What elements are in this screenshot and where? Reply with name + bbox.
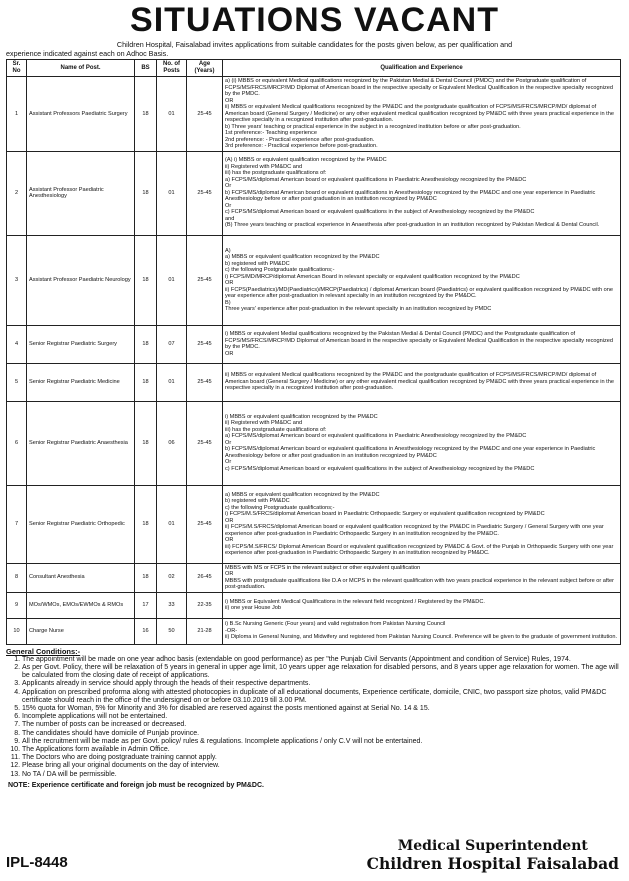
qualification-line: a) FCPS/MS/diplomat American board or equivalent qualifications in Paediatric Anesthesiology recognized by the PM&DC — [225, 176, 527, 183]
qualification-line: OR — [225, 280, 234, 286]
cell-no-of-posts: 01 — [157, 235, 187, 325]
cell-no-of-posts: 01 — [157, 77, 187, 152]
qualification-line: ii) MBBS or equivalent Medical qualifications recognized by the PM&DC and the postgraduate qualification of FCPS/MS/FRCS/MRCP/MD/ diplomat of American board (General Surgery / Medicine) or any other equivalent medical qualification recognized by PM&DC with three years practical experience in the respective specialty in a recognized institution after post-graduation. — [225, 372, 614, 392]
qualification-line: 2nd preference: - Practical experience after post-graduation. — [225, 136, 375, 143]
condition-item: 4. Application on prescribed proforma along with attested photocopies in duplicate of all educational documents, Experience certificate, domicile, CNIC, two passport size photos, valid PM&DC certificate should reach in the office of the undersigned on or before 03.10.2019 till 3.00 PM. — [22, 689, 623, 705]
qualification-line: b) registered with PM&DC — [225, 498, 290, 504]
header-sr-no: Sr. No — [7, 60, 27, 77]
qualification-line: A) — [225, 247, 231, 254]
qualification-line: ii) MBBS or equivalent Medical qualifications recognized by the PM&DC and the postgraduate qualification of FCPS/MS/FRCS/MRCP/MD/ diplomat of American board (General Surgery / Medicine) or any other equivalent medical qualification recognized by PM&DC with three years practical experience in the respective specialty in a recognized institution after post-graduation. — [225, 104, 614, 123]
cell-qualification — [223, 363, 621, 401]
qualification-line: a) FCPS/MS/diplomat American board or equivalent qualifications in Paediatric Anesthesiology recognized by the PM&DC — [225, 433, 527, 440]
cell-age: 25-45 — [187, 485, 223, 563]
cell-qualification — [223, 235, 621, 325]
table-row — [7, 151, 621, 235]
table-row — [7, 485, 621, 563]
qualification-line: (A) i) MBBS or equivalent qualification recognized by the PM&DC — [225, 157, 387, 164]
cell-no-of-posts: 02 — [157, 563, 187, 592]
qualification-line: iii) has the postgraduate qualifications of: — [225, 426, 327, 433]
table-row — [7, 235, 621, 325]
table-row — [7, 77, 621, 152]
qualification-line: MBBS with postgraduate qualifications like D.A or MCPS in the relevant qualification with two years practical experience in the relevant subject before or after post-graduation. — [225, 577, 614, 590]
qualification-line: 1st preference:- Teaching experience — [225, 130, 317, 136]
cell-qualification — [223, 325, 621, 363]
cell-no-of-posts: 01 — [157, 151, 187, 235]
ipl-number: IPL-8448 — [6, 854, 68, 871]
condition-item: 6. Incomplete applications will not be entertained. — [22, 713, 623, 721]
qualification-line: b) Three years' teaching or practical experience in the subject in a recognized institution before or after post-graduation. — [225, 123, 521, 130]
cell-bs: 17 — [135, 592, 157, 618]
cell-bs: 18 — [135, 77, 157, 152]
cell-qualification — [223, 563, 621, 592]
qualification-line: a) MBBS or equivalent qualification recognized by the PM&DC — [225, 491, 380, 498]
cell-no-of-posts: 01 — [157, 485, 187, 563]
qualification-line: OR — [225, 517, 234, 524]
qualification-line: OR — [225, 97, 234, 104]
qualification-line: a) MBBS or equivalent qualification recognized by the PM&DC — [225, 254, 380, 260]
table-body — [7, 77, 621, 645]
signature-org: Children Hospital Faisalabad — [366, 854, 619, 873]
cell-age: 25-45 — [187, 363, 223, 401]
posts-table — [6, 59, 621, 645]
cell-bs: 16 — [135, 618, 157, 644]
qualification-line: OR — [225, 571, 234, 577]
condition-item: 8. The candidates should have domicile of Punjab province. — [22, 730, 623, 738]
cell-post-name: Senior Registrar Paediatric Orthopedic — [27, 485, 135, 563]
cell-bs: 18 — [135, 325, 157, 363]
cell-no-of-posts: 33 — [157, 592, 187, 618]
qualification-line: Three years' experience after post-graduation in the relevant specialty in an institution recognized by PMDC — [225, 306, 492, 312]
cell-bs: 18 — [135, 235, 157, 325]
condition-item: 9. All the recruitment will be made as per Govt. policy/ rules & regulations. Incomplete applications / only C.V will not be entertained. — [22, 738, 623, 746]
qualification-line: ii) Registered with PM&DC and — [225, 163, 303, 170]
cell-age: 25-45 — [187, 151, 223, 235]
condition-item: 11. The Doctors who are doing postgraduate training cannot apply. — [22, 754, 623, 762]
qualification-line: ii) FCPS/M.S/FRCS/diplomat American board or equivalent qualification recognized by the PM&DC in Paediatric Surgery / General Surgery with one year experience after post-graduation in Paediatric Orthopaedic Surgery in an institution recognized by the PM&DC. — [225, 524, 604, 537]
intro-line-1: Children Hospital, Faisalabad invites applications from suitable candidates for the posts given below, as per qualification and — [116, 40, 513, 49]
condition-item: 7. The number of posts can be increased or decreased. — [22, 721, 623, 729]
cell-no-of-posts: 01 — [157, 363, 187, 401]
qualification-line: c) FCPS/MS/diplomat American board or equivalent qualifications in the subject of Anesthesiology recognized by the PM&DC — [225, 209, 535, 216]
condition-item: 2. As per Govt. Policy, there will be relaxation of 5 years in general in upper age limit, 10 years upper age relaxation for disabled persons, and 8 years upper age relaxation for women. The age will be calculated from the closing date of receipt of applications. — [22, 664, 623, 680]
qualification-line: i) MBBS or equivalent qualification recognized by the PM&DC — [225, 413, 378, 420]
qualification-line: MBBS with MS or FCPS in the relevant subject or other equivalent qualification — [225, 564, 421, 571]
cell-age: 25-45 — [187, 235, 223, 325]
cell-post-name: Senior Registrar Paediatric Surgery — [27, 325, 135, 363]
cell-age: 25-45 — [187, 77, 223, 152]
condition-item: 13. No TA / DA will be permissible. — [22, 771, 623, 779]
cell-sr-no: 9 — [7, 592, 27, 618]
condition-item: 5. 15% quota for Woman, 5% for Minority and 3% for disabled are reserved against the posts mentioned against at Serial No. 14 & 15. — [22, 705, 623, 713]
cell-post-name: Assistant Professors Paediatric Surgery — [27, 77, 135, 152]
cell-age: 25-45 — [187, 401, 223, 485]
qualification-line: c) the following Postgraduate qualifications;- — [225, 267, 335, 273]
condition-item: 1. The appointment will be made on one year adhoc basis (extendable on good performance) as per "the Punjab Civil Servants (Appointment and condition of Service) Rules, 1974. — [22, 656, 623, 664]
cell-no-of-posts: 06 — [157, 401, 187, 485]
qualification-line: iii) FCPS/M.S/FRCS/ Diplomat American Board or equivalent qualification recognized by PM&DC & Govt. of the Punjab in Orthopaedic Surgery with one year experience after post-graduation in Paediatric Orthopaedic Surgery in an institution recognized by PM&DC. — [225, 543, 614, 556]
cell-bs: 18 — [135, 363, 157, 401]
cell-bs: 18 — [135, 563, 157, 592]
note: NOTE: Experience certificate and foreign job must be recognized by PM&DC. — [8, 781, 264, 789]
cell-qualification — [223, 618, 621, 644]
conditions-title: General Conditions:- — [6, 646, 81, 656]
qualification-line: b) FCPS/MS/diplomat American board or equivalent qualifications in Anesthesiology recognized by the PM&DC and one year experience in Paediatric Anesthesiology before or after post graduation in an institution recognized by PM&DC — [225, 446, 596, 459]
cell-post-name: Assistant Professor Paediatric Anesthesiology — [27, 151, 135, 235]
cell-no-of-posts: 50 — [157, 618, 187, 644]
condition-item: 3. Applicants already in service should apply through the heads of their respective departments. — [22, 680, 623, 688]
qualification-line: i) FCPS/M.S/FRCS/diplomat American board in Paediatric Orthopaedic Surgery or equivalent qualification recognized by PM&DC — [225, 511, 545, 517]
table-row — [7, 592, 621, 618]
qualification-line: Or — [225, 439, 232, 446]
table-row — [7, 363, 621, 401]
cell-post-name: Consultant Anesthesia — [27, 563, 135, 592]
cell-sr-no: 5 — [7, 363, 27, 401]
cell-sr-no: 7 — [7, 485, 27, 563]
qualification-line: and — [225, 215, 235, 222]
header-age: Age (Years) — [187, 60, 223, 77]
header-post-name: Name of Post. — [27, 60, 135, 77]
qualification-line: b) FCPS/MS/diplomat American board or equivalent qualifications in Anesthesiology recognized by the PM&DC and one year experience in Paediatric Anesthesiology before or after post graduation in an institution recognized by PM&DC — [225, 189, 596, 203]
qualification-line: 3rd preference: - Practical experience before post-graduation. — [225, 143, 378, 149]
qualification-line: Or — [225, 183, 232, 190]
qualification-line: i) B.Sc Nursing Generic (Four years) and valid registration from Pakistan Nursing Council — [225, 621, 446, 628]
advertisement-page — [4, 2, 625, 877]
cell-post-name: MOs/WMOs, EMOs/EWMOs & RMOs — [27, 592, 135, 618]
cell-post-name: Senior Registrar Paediatric Anaesthesia — [27, 401, 135, 485]
qualification-line: iii) has the postgraduate qualifications of: — [225, 170, 327, 177]
cell-qualification — [223, 151, 621, 235]
cell-sr-no: 10 — [7, 618, 27, 644]
cell-sr-no: 2 — [7, 151, 27, 235]
table-row — [7, 563, 621, 592]
table-row — [7, 325, 621, 363]
qualification-line: i) FCPS/MD/MRCP/diplomat American Board in relevant specialty or equivalent qualification recognized by the PM&DC — [225, 273, 520, 280]
cell-post-name: Assistant Professor Paediatric Neurology — [27, 235, 135, 325]
cell-bs: 18 — [135, 151, 157, 235]
qualification-line: Or — [225, 202, 232, 209]
header-qualification: Qualification and Experience — [223, 60, 621, 77]
cell-sr-no: 3 — [7, 235, 27, 325]
cell-sr-no: 4 — [7, 325, 27, 363]
condition-item: 10. The Applications form available in Admin Office. — [22, 746, 623, 754]
cell-sr-no: 1 — [7, 77, 27, 152]
general-conditions — [4, 648, 625, 779]
condition-item: 12. Please bring all your original documents on the day of interview. — [22, 762, 623, 770]
qualification-line: c) the following Postgraduate qualifications;- — [225, 504, 335, 511]
header-bs: BS — [135, 60, 157, 77]
cell-bs: 18 — [135, 485, 157, 563]
qualification-line: OR — [225, 537, 234, 543]
cell-post-name: Charge Nurse — [27, 618, 135, 644]
qualification-line: ii) one year House Job — [225, 605, 281, 611]
cell-bs: 18 — [135, 401, 157, 485]
cell-sr-no: 8 — [7, 563, 27, 592]
qualification-line: i) MBBS or equivalent Medial qualifications recognized by the Pakistan Medial & Dental Council (PMDC) and the Postgraduate qualification of FCPS/MS/FRCS/MRCP/MD Diplomat of American board in the respective specialty or Equivalent Medical Qualification in the respective specialty recognized by the PMDC. — [225, 331, 613, 350]
cell-qualification — [223, 592, 621, 618]
cell-age: 25-45 — [187, 325, 223, 363]
table-row — [7, 401, 621, 485]
cell-sr-no: 6 — [7, 401, 27, 485]
headline: SITUATIONS VACANT — [130, 1, 499, 39]
intro-line-2: experience indicated against each on Adhoc Basis. — [6, 49, 169, 58]
table-row — [7, 618, 621, 644]
qualification-line: OR — [225, 350, 234, 357]
qualification-line: c) FCPS/MS/diplomat American board or equivalent qualifications in the subject of Anesthesiology recognized by the PM&DC — [225, 465, 535, 472]
qualification-line: Or — [225, 459, 232, 466]
qualification-line: i) MBBS or Equivalent Medical Qualifications in the relevant field recognized / Registered by the PM&DC. — [225, 598, 485, 605]
qualification-line: a) (i) MBBS or equivalent Medical qualifications recognized by the Pakistan Medial & Dental Council (PMDC) and the Postgraduate qualification of FCPS/MS/FRCS/MRCP/MD Diplomat of American board in the respective specialty or Equivalent Medical Qualification in the respective specialty recognized by the PMDC. — [225, 78, 613, 97]
cell-no-of-posts: 07 — [157, 325, 187, 363]
intro-text — [4, 38, 625, 58]
cell-qualification — [223, 485, 621, 563]
cell-post-name: Senior Registrar Paediatric Medicine — [27, 363, 135, 401]
cell-age: 22-35 — [187, 592, 223, 618]
signature-title: Medical Superintendent — [397, 838, 588, 854]
qualification-line: ii) Registered with PM&DC and — [225, 420, 303, 427]
qualification-line: B) — [225, 299, 231, 306]
cell-qualification — [223, 401, 621, 485]
qualification-line: (B) Three years teaching or practical experience in Anaesthesia after post-graduation in an institution recognized by Pakistan Medical & Dental Council. — [225, 222, 600, 229]
qualification-line: b) registered with PM&DC — [225, 260, 290, 267]
qualification-line: -OR- — [225, 627, 238, 634]
conditions-list — [6, 656, 623, 779]
cell-qualification — [223, 77, 621, 152]
cell-age: 21-28 — [187, 618, 223, 644]
qualification-line: ii) FCPS(Paediatrics)/MD(Paediatrics)/MRCP(Paediatrics) / diplomat American board (Paediatrics) or equivalent qualification recognized by PM&DC with one year experience after post-graduation in relevant specialty in an institution recognized by the PM&DC. — [225, 286, 613, 299]
cell-age: 26-45 — [187, 563, 223, 592]
signature-block — [367, 838, 619, 873]
qualification-line: ii) Diploma in General Nursing, and Midwifery and registered from Pakistan Nursing Council. Preference will be given to the graduate of government institution. — [225, 634, 618, 641]
header-no-of-posts: No. of Posts — [157, 60, 187, 77]
table-header-row — [7, 60, 621, 77]
